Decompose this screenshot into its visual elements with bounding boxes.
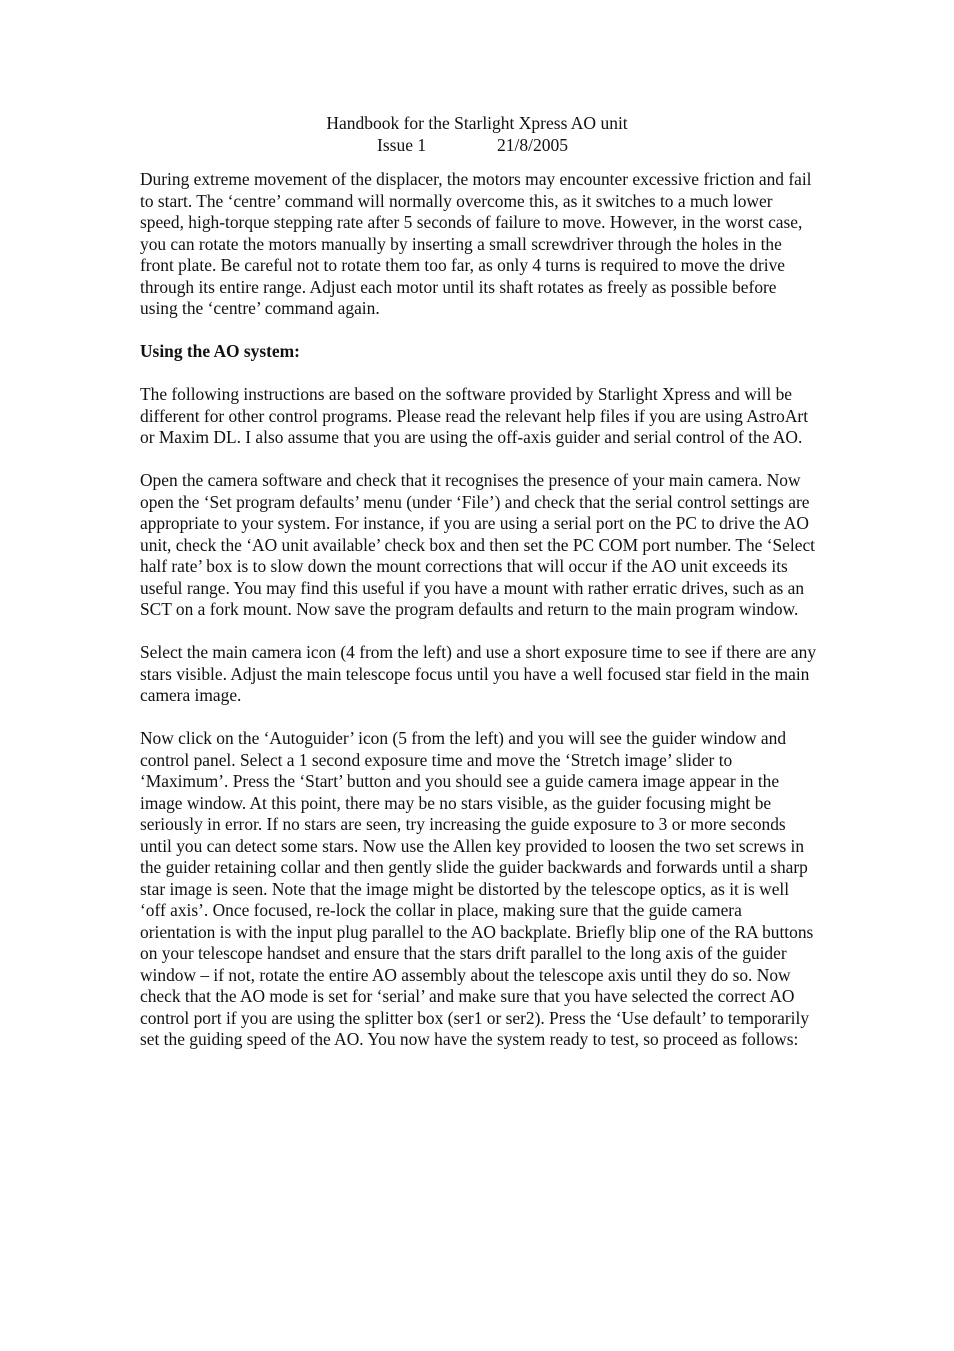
issue-date: 21/8/2005 <box>497 135 568 155</box>
document-title: Handbook for the Starlight Xpress AO unit <box>326 113 628 133</box>
paragraph-program-defaults: Open the camera software and check that it recognises the presence of your main camera. Now open the ‘Set program defaults’ menu (under ‘File’) and check that the serial control settings are appropriate to your system. For instance, if you are using a serial port on the PC to drive the AO unit, check the ‘AO unit available’ check box and then set the PC COM port number. The ‘Select half rate’ box is to slow down the mount corrections that will occur if the AO unit exceeds its useful range. You may find this useful if you have a mount with rather erratic drives, such as an SCT on a fork mount. Now save the program defaults and return to the main program window. <box>140 470 815 619</box>
paragraph-autoguider: Now click on the ‘Autoguider’ icon (5 from the left) and you will see the guider window and control panel. Select a 1 second exposure time and move the ‘Stretch image’ slider to ‘Maximum’. Press the ‘Start’ button and you should see a guide camera image appear in the image window. At this point, there may be no stars visible, as the guider focusing might be seriously in error. If no stars are seen, try increasing the guide exposure to 3 or more seconds until you can detect some stars. Now use the Allen key provided to loosen the two set screws in the guider retaining collar and then gently slide the guider backwards and forwards until a sharp star image is seen. Note that the image might be distorted by the telescope optics, as it is well ‘off axis’. Once focused, re-lock the collar in place, making sure that the guide camera orientation is with the input plug parallel to the AO backplate. Briefly blip one of the RA buttons on your telescope handset and ensure that the stars drift parallel to the long axis of the guider window – if not, rotate the entire AO assembly about the telescope axis until they do so. Now check that the AO mode is set for ‘serial’ and make sure that you have selected the correct AO control port if you are using the splitter box (ser1 or ser2). Press the ‘Use default’ to temporarily set the guiding speed of the AO. You now have the system ready to test, so proceed as follows: <box>140 728 814 1049</box>
paragraph-main-camera: Select the main camera icon (4 from the left) and use a short exposure time to see if there are any stars visible. Adjust the main telescope focus until you have a well focused star field in the main camera image. <box>140 642 817 705</box>
section-heading-using-ao: Using the AO system: <box>140 341 300 361</box>
paragraph-motor-friction: During extreme movement of the displacer, the motors may encounter excessive friction and fail to start. The ‘centre’ command will normally overcome this, as it switches to a much lower speed, high-torque stepping rate after 5 seconds of failure to move. However, in the worst case, you can rotate the motors manually by inserting a small screwdriver through the holes in the front plate. Be careful not to rotate them too far, as only 4 turns is required to move the drive through its entire range. Adjust each motor until its shaft rotates as freely as possible before using the ‘centre’ command again. <box>140 169 812 318</box>
issue-number: Issue 1 <box>377 135 427 155</box>
document-header <box>0 112 954 156</box>
issue-line <box>0 134 954 156</box>
document-body <box>140 169 818 1072</box>
paragraph-software-instructions: The following instructions are based on the software provided by Starlight Xpress and will be different for other control programs. Please read the relevant help files if you are using AstroArt or Maxim DL. I also assume that you are using the off-axis guider and serial control of the AO. <box>140 384 809 447</box>
